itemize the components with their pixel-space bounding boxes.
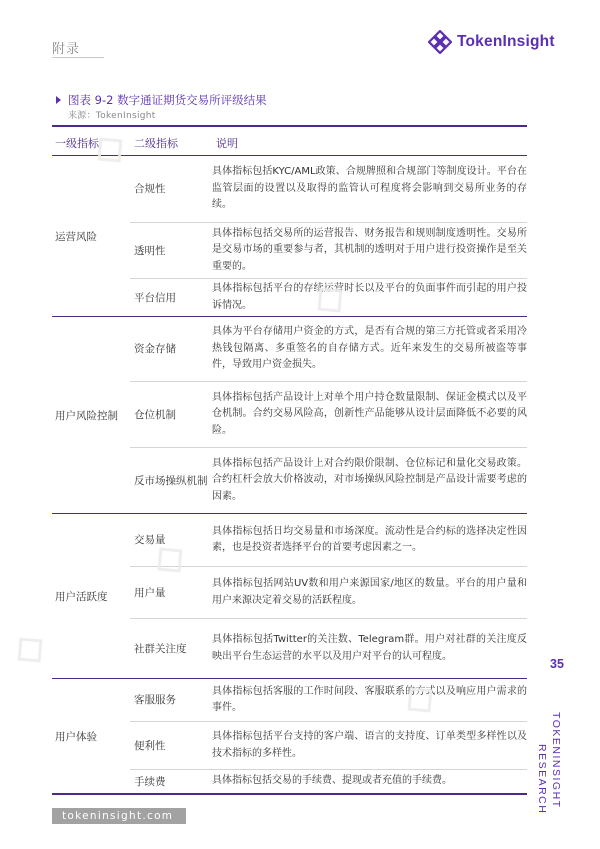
- header-level2: 二级指标: [134, 137, 178, 150]
- group-label: 运营风险: [55, 230, 97, 243]
- sub-indicator-list: [130, 514, 527, 678]
- group-label: 用户活跃度: [55, 590, 108, 603]
- table-row: [130, 381, 527, 447]
- table-row: [130, 317, 527, 381]
- table-row: [130, 447, 527, 513]
- sub-indicator-description: 具体指标包括产品设计上对单个用户持仓数量限制、保证金模式以及平仓机制。合约交易风险高，创新性产品能够从设计层面降低不必要的风险。: [212, 391, 527, 436]
- table-group: [52, 156, 527, 316]
- sub-indicator-name: 交易量: [134, 534, 166, 546]
- brand-name: TokenInsight: [457, 33, 555, 50]
- group-label: 用户风险控制: [55, 409, 118, 422]
- table-row: [130, 721, 527, 769]
- sub-indicator-description: 具体指标包括产品设计上对合约限价限制、仓位标记和量化交易政策。合约杠杆会放大价格波动，对市场操纵风险控制是产品设计需要考虑的因素。: [212, 457, 527, 502]
- table-row: [130, 278, 527, 316]
- figure-title-text: 图表 9-2 数字通证期货交易所评级结果: [68, 93, 267, 107]
- sub-indicator-description: 具体指标包括客服的工作时间段、客服联系的方式以及响应用户需求的事件。: [212, 685, 527, 713]
- table-group: [52, 678, 527, 793]
- table-row: [130, 222, 527, 278]
- section-title: 附录: [52, 42, 81, 57]
- sub-indicator-name: 手续费: [134, 775, 166, 788]
- table-body: [52, 156, 527, 793]
- side-brand-line2: RESEARCH: [536, 744, 548, 815]
- header-description: 说明: [216, 137, 238, 150]
- side-brand-line1: TOKENINSIGHT: [550, 712, 562, 809]
- sub-indicator-description: 具体为平台存储用户资金的方式，是否有合规的第三方托管或者采用冷热钱包隔离、多重签名的自存储方式。近年来发生的交易所被盗等事件，导致用户资金损失。: [212, 326, 527, 371]
- sub-indicator-description: 具体指标包括交易的手续费、提现或者充值的手续费。: [212, 775, 452, 787]
- page-number: 35: [550, 657, 564, 671]
- sub-indicator-list: [130, 156, 527, 316]
- table-row: [130, 566, 527, 618]
- sub-indicator-name: 仓位机制: [134, 408, 176, 421]
- rating-table: [52, 125, 527, 795]
- table-row: [130, 156, 527, 222]
- sub-indicator-description: 具体指标包括网站UV数和用户来源国家/地区的数量。平台的用户量和用户来源决定着交易的活跃程度。: [212, 578, 527, 606]
- table-row: [130, 769, 527, 793]
- sub-indicator-name: 用户量: [134, 586, 166, 599]
- sub-indicator-description: 具体指标包括日均交易量和市场深度。流动性是合约标的选择决定性因素，也是投资者选择平台的首要考虑因素之一。: [212, 525, 527, 553]
- figure-source: 来源：TokenInsight: [68, 111, 156, 121]
- table-group: [52, 513, 527, 678]
- sub-indicator-description: 具体指标包括平台支持的客户端、语言的支持度、订单类型多样性以及技术指标的多样性。: [212, 731, 527, 759]
- sub-indicator-name: 便利性: [134, 739, 166, 752]
- sub-indicator-name: 客服服务: [134, 694, 176, 706]
- figure-title: [56, 92, 267, 108]
- sub-indicator-name: 反市场操纵机制: [134, 474, 208, 487]
- sub-indicator-description: 具体指标包括Twitter的关注数、Telegram群。用户对社群的关注度反映出平台生态运营的水平以及用户对平台的认可程度。: [212, 634, 527, 662]
- table-bottom-rule: [52, 793, 527, 795]
- sub-indicator-description: 具体指标包括交易所的运营报告、财务报告和规则制度透明性。交易所是交易市场的重要参与者，其机制的透明对于用户进行投资操作是至关重要的。: [212, 227, 527, 272]
- table-group: [52, 316, 527, 513]
- sub-indicator-name: 社群关注度: [134, 642, 187, 655]
- sub-indicator-list: [130, 317, 527, 513]
- group-label: 用户体验: [55, 730, 97, 743]
- sub-indicator-name: 平台信用: [134, 291, 176, 304]
- section-title-underline: [52, 57, 104, 58]
- footer-url[interactable]: tokeninsight.com: [52, 808, 186, 824]
- sub-indicator-description: 具体指标包括KYC/AML政策、合规牌照和合规部门等制度设计。平台在监管层面的设置以及取得的监管认可程度将会影响到交易所业务的存续。: [212, 166, 527, 211]
- table-header: [52, 127, 527, 156]
- table-row: [130, 679, 527, 721]
- table-row: [130, 618, 527, 678]
- header-level1: 一级指标: [55, 137, 99, 150]
- sub-indicator-description: 具体指标包括平台的存续运营时长以及平台的负面事件而引起的用户投诉情况。: [212, 283, 527, 311]
- sub-indicator-name: 透明性: [134, 244, 166, 257]
- table-row: [130, 514, 527, 566]
- brand-logo: [428, 30, 555, 54]
- tokeninsight-logo-icon: [428, 30, 452, 54]
- sub-indicator-list: [130, 679, 527, 793]
- sub-indicator-name: 资金存储: [134, 343, 176, 355]
- sub-indicator-name: 合规性: [134, 183, 166, 195]
- side-brand: [532, 712, 572, 822]
- triangle-right-icon: [56, 96, 61, 104]
